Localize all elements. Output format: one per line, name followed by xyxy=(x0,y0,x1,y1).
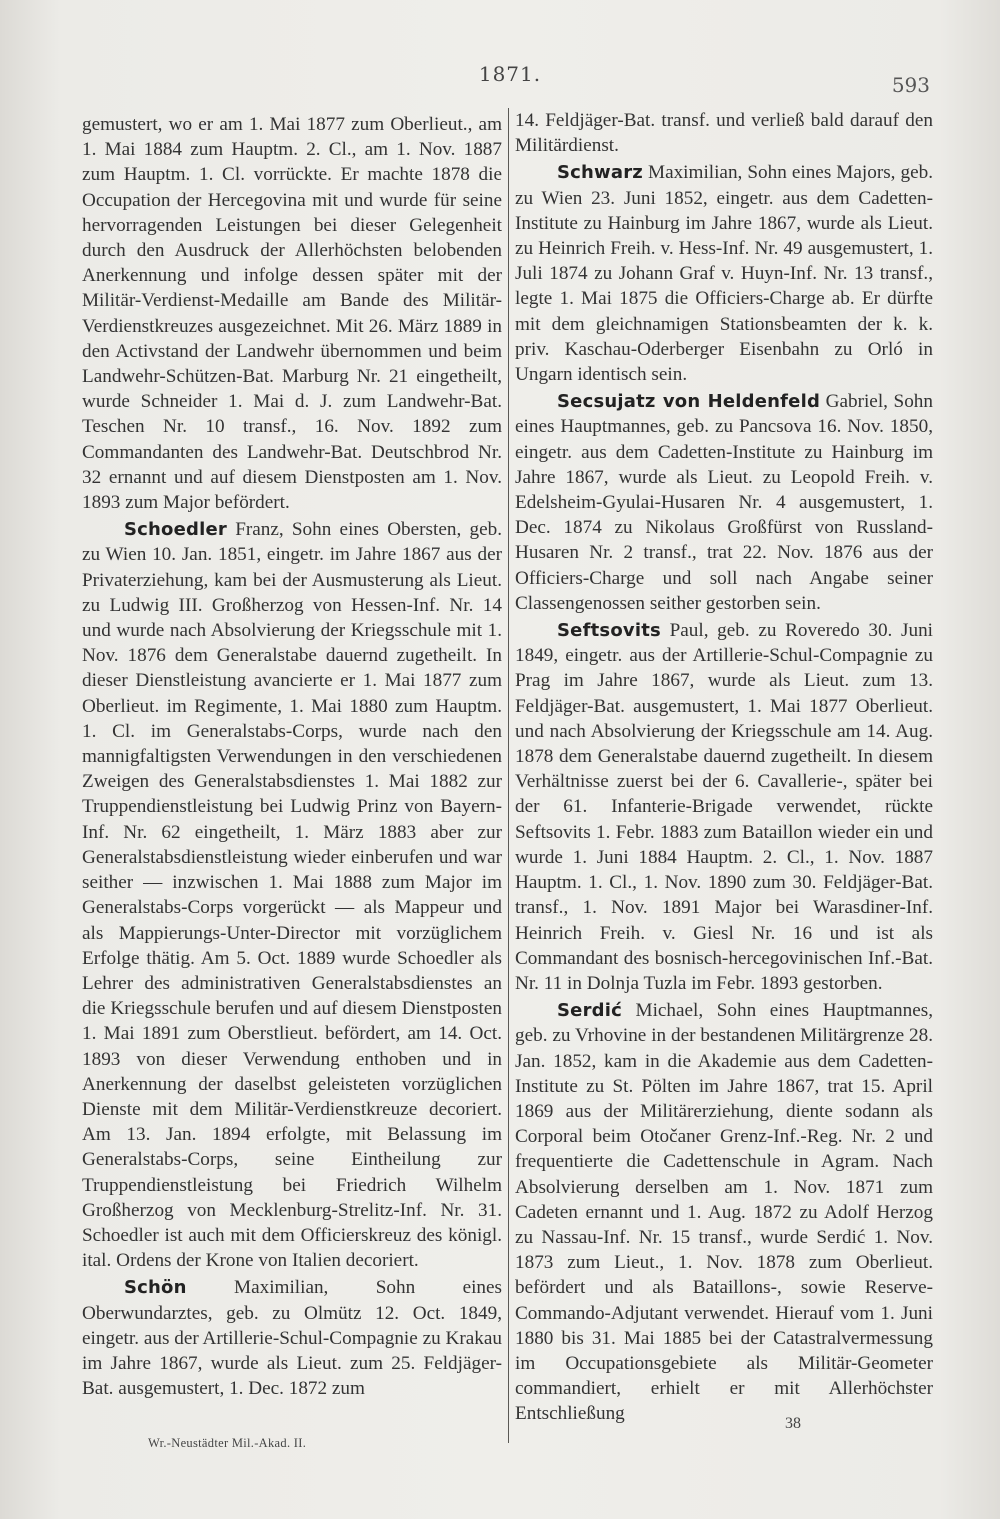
biography-entry xyxy=(515,618,933,996)
entry-name: Secsujatz von Heldenfeld xyxy=(557,391,821,413)
entry-text: Maximilian, Sohn eines Majors, geb. zu Wien 23. Juni 1852, eingetr. aus dem Cadetten-Institute zu Hainburg im Jahre 1867, wurde als Lieut. zu Heinrich Freih. v. Hess-Inf. Nr. 49 ausgemustert, 1. Juli 1874 zu Johann Graf v. Huyn-Inf. Nr. 13 transf., legte 1. Mai 1875 die Officiers-Charge ab. Er dürfte mit dem gleichnamigen Stationsbeamten der k. k. priv. Kaschau-Oderberger Eisenbahn zu Orló in Ungarn identisch sein. xyxy=(515,162,933,386)
continued-paragraph: gemustert, wo er am 1. Mai 1877 zum Oberlieut., am 1. Mai 1884 zum Hauptm. 2. Cl., am 1. Nov. 1887 zum Hauptm. 1. Cl. vorrückte. Er machte 1878 die Occupation der Hercegovina mit und wurde für seine hervorragenden Leistungen bei dieser Gelegenheit durch den Ausdruck der Allerhöchsten belobenden Anerkennung und infolge dessen später mit der Militär-Verdienst-Medaille am Bande des Militär-Verdienstkreuzes ausgezeichnet. Mit 26. März 1889 in den Activstand der Landwehr übernommen und beim Landwehr-Schützen-Bat. Marburg Nr. 21 eingetheilt, wurde Schneider 1. Mai d. J. zum Landwehr-Bat. Teschen Nr. 10 transf., 16. Nov. 1892 zum Commandanten des Landwehr-Bat. Deutschbrod Nr. 32 ernannt und auf diesem Dienstposten am 1. Nov. 1893 zum Major befördert. xyxy=(82,114,502,514)
biography-entry xyxy=(515,389,933,616)
left-column xyxy=(82,112,502,1401)
entry-text: Michael, Sohn eines Hauptmannes, geb. zu Vrhovine in der bestandenen Militärgrenze 28. Jan. 1852, kam in die Akademie aus dem Cadetten-Institute zu St. Pölten im Jahre 1867, trat 15. April 1869 aus der Militärerziehung, diente sodann als Corporal beim Otočaner Grenz-Inf.-Reg. Nr. 2 und frequentierte die Cadettenschule in Agram. Nach Absolvierung derselben am 1. Nov. 1871 zum Cadeten ernannt und 1. Aug. 1872 zu Adolf Herzog zu Nassau-Inf. Nr. 15 transf., wurde Serdić 1. Nov. 1873 zum Lieut., 1. Nov. 1878 zum Oberlieut. befördert und als Bataillons-, sowie Reserve-Commando-Adjutant verwendet. Hierauf vom 1. Juni 1880 bis 31. Mai 1885 bei der Catastralvermessung im Occupationsgebiete als Militär-Geometer commandiert, erhielt er mit Allerhöchster Entschließung xyxy=(515,1000,933,1425)
biography-entry xyxy=(515,998,933,1426)
right-column xyxy=(515,108,933,1427)
entry-name: Schön xyxy=(124,1277,187,1299)
entry-text: Maximilian, Sohn eines Oberwundarztes, geb. zu Olmütz 12. Oct. 1849, eingetr. aus der Artillerie-Schul-Compagnie zu Krakau im Jahre 1867, wurde als Lieut. zum 25. Feldjäger-Bat. ausgemustert, 1. Dec. 1872 zum xyxy=(82,1277,502,1400)
biography-entry xyxy=(82,517,502,1273)
entry-name: Serdić xyxy=(557,1000,622,1022)
entry-name: Seftsovits xyxy=(557,620,661,642)
page-number: 593 xyxy=(891,73,930,97)
entry-name: Schoedler xyxy=(124,519,227,541)
entry-text: Paul, geb. zu Roveredo 30. Juni 1849, eingetr. aus der Artillerie-Schul-Compagnie zu Prag im Jahre 1867, wurde als Lieut. zum 13. Feldjäger-Bat. ausgemustert, 1. Mai 1877 Oberlieut. und nach Absolvierung der Kriegsschule am 14. Aug. 1878 dem Generalstabe dauernd zugetheilt. In diesem Verhältnisse zuerst bei der 6. Cavallerie-, später bei der 61. Infanterie-Brigade verwendet, rückte Seftsovits 1. Febr. 1883 zum Bataillon wieder ein und wurde 1. Juni 1884 Hauptm. 2. Cl., 1. Nov. 1887 Hauptm. 1. Cl., 1. Nov. 1890 zum 30. Feldjäger-Bat. transf., 1. Nov. 1891 Major bei Warasdiner-Inf. Heinrich Freih. v. Giesl Nr. 16 und ist als Commandant des bosnisch-hercegovinischen Inf.-Bat. Nr. 11 in Dolnja Tuzla im Febr. 1893 gestorben. xyxy=(515,620,933,994)
continued-paragraph: 14. Feldjäger-Bat. transf. und verließ bald darauf den Militärdienst. xyxy=(515,110,933,157)
biography-entry xyxy=(82,1275,502,1401)
signature-mark: 38 xyxy=(785,1415,801,1432)
biography-entry xyxy=(515,160,933,387)
entry-name: Schwarz xyxy=(557,162,643,184)
imprint-line: Wr.-Neustädter Mil.-Akad. II. xyxy=(148,1436,307,1450)
running-header-year: 1871. xyxy=(478,62,542,86)
column-divider xyxy=(508,108,509,1443)
entry-text: Franz, Sohn eines Obersten, geb. zu Wien 10. Jan. 1851, eingetr. im Jahre 1867 aus der Privaterziehung, kam bei der Ausmusterung als Lieut. zu Ludwig III. Großherzog von Hessen-Inf. Nr. 14 und wurde nach Absolvierung der Kriegsschule mit 1. Nov. 1876 dem Generalstabe dauernd zugetheilt. In dieser Dienstleistung avancierte er 1. Mai 1877 zum Oberlieut. im Regimente, 1. Mai 1880 zum Hauptm. 1. Cl. im Generalstabs-Corps, wurde nach den mannigfaltigsten Verwendungen in den verschiedenen Zweigen des Generalstabsdienstes 1. Mai 1882 zur Truppendienstleistung bei Ludwig Prinz von Bayern-Inf. Nr. 62 eingetheilt, 1. März 1883 aber zur Generalstabsdienstleistung wieder einberufen und war seither — inzwischen 1. Mai 1888 zum Major im Generalstabs-Corps vorgerückt — als Mappeur und als Mappierungs-Unter-Director mit vorzüglichem Erfolge thätig. Am 5. Oct. 1889 wurde Schoedler als Lehrer des administrativen Generalstabsdienstes an die Kriegsschule berufen und auf diesem Dienstposten 1. Mai 1891 zum Oberstlieut. befördert, am 14. Oct. 1893 von dieser Verwendung enthoben und in Anerkennung der daselbst geleisteten vorzüglichen Dienste mit dem Militär-Verdienstkreuze decoriert. Am 13. Jan. 1894 erfolgte, mit Belassung im Generalstabs-Corps, seine Eintheilung zur Truppendienstleistung bei Friedrich Wilhelm Großherzog von Mecklenburg-Strelitz-Inf. Nr. 31. Schoedler ist auch mit dem Officierskreuz des königl. ital. Ordens der Krone von Italien decoriert. xyxy=(82,519,502,1272)
entry-text: Gabriel, Sohn eines Hauptmannes, geb. zu Pancsova 16. Nov. 1850, eingetr. aus dem Cadetten-Institute zu Hainburg im Jahre 1867, wurde als Lieut. zu Leopold Freih. v. Edelsheim-Gyulai-Husaren Nr. 4 ausgemustert, 1. Dec. 1874 zu Nikolaus Großfürst von Russland-Husaren Nr. 2 transf., trat 22. Nov. 1876 aus der Officiers-Charge und soll nach Angabe seiner Classengenossen seither gestorben sein. xyxy=(515,391,933,614)
